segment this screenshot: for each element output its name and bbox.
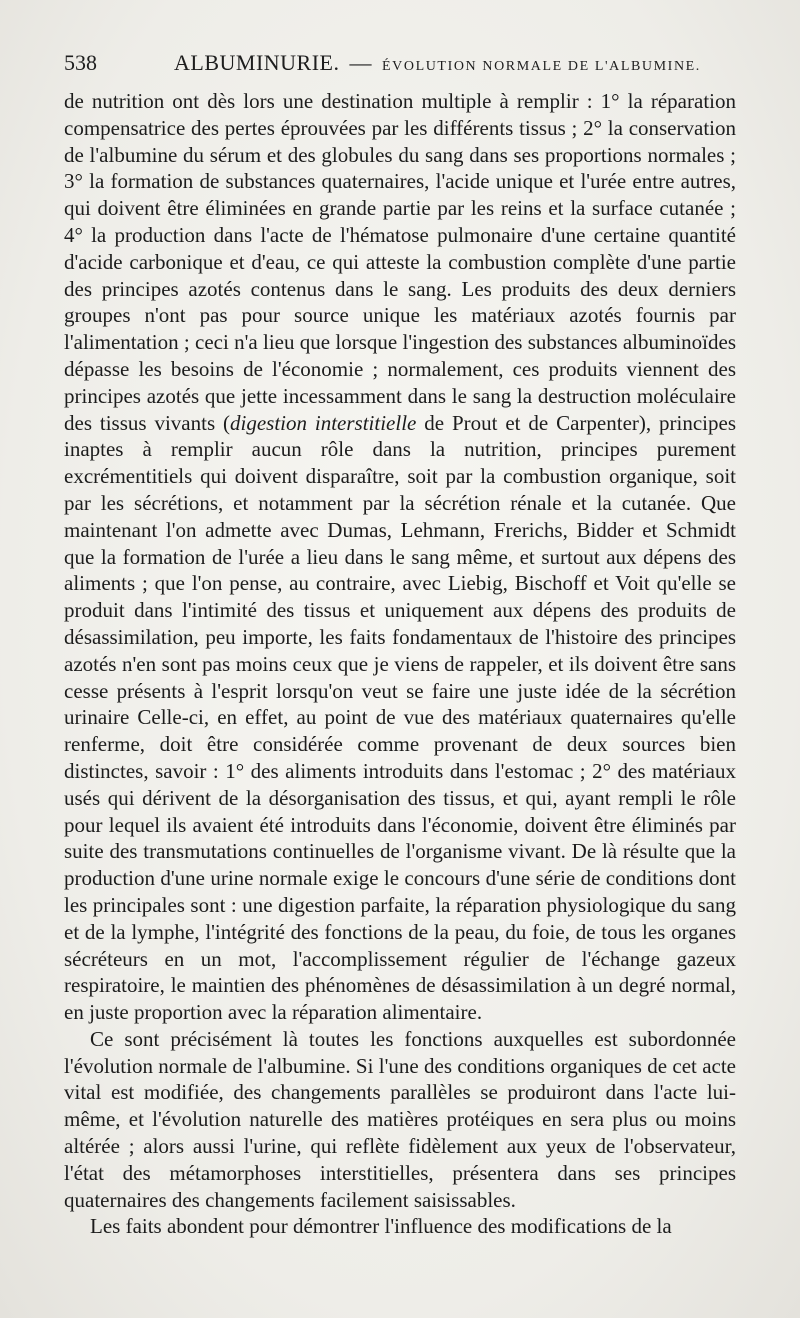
page-number: 538 [64,50,97,75]
paragraph: Ce sont précisément là toutes les fonctions auxquelles est subordonnée l'évolution normale de l'albumine. Si l'une des conditions organiques de cet acte vital est modifiée, des changements parallèles se produiront dans l'acte lui-même, et l'évolution naturelle des matières protéiques en sera plus ou moins altérée ; alors aussi l'urine, qui reflète fidèlement aux yeux de l'observateur, l'état des métamorphoses interstitielles, présentera dans ses principes quaternaires des changements facilement saisissables. [64,1026,736,1212]
paragraph-text-before-italic: de nutrition ont dès lors une destination multiple à remplir : 1° la réparation compensatrice des pertes éprouvées par les différents tissus ; 2° la conservation de l'albumine du sérum et des globules du sang dans ses proportions normales ; 3° la formation de substances quaternaires, l'acide unique et l'urée entre autres, qui doivent être éliminées en grande partie par les reins et la surface cutanée ; 4° la production dans l'acte de l'hématose pulmonaire d'une certaine quantité d'acide carbonique et d'eau, ce qui atteste la combustion complète d'une partie des principes azotés contenus dans le sang. Les produits des deux derniers groupes n'ont pas pour source unique les matériaux azotés fournis par l'alimentation ; ceci n'a lieu que lorsque l'ingestion des substances albuminoïdes dépasse les besoins de l'économie ; normalement, ces produits viennent des principes azotés que jette incessamment dans le sang la destruction moléculaire des tissus vivants ( [64,89,736,435]
italic-term: digestion interstitielle [230,410,417,435]
running-title-dash: — [349,50,372,75]
paragraph-text-after-italic: de Prout et de Carpenter), principes inaptes à remplir aucun rôle dans la nutrition, principes purement excrémentitiels qui doivent disparaître, soit par la combustion organique, soit par les sécrétions, et notamment par la sécrétion rénale et la cutanée. Que maintenant l'on admette avec Dumas, Lehmann, Frerichs, Bidder et Schmidt que la formation de l'urée a lieu dans le sang même, et surtout aux dépens des aliments ; que l'on pense, au contraire, avec Liebig, Bischoff et Voit qu'elle se produit dans l'intimité des tissus et uniquement aux dépens des produits de désassimilation, peu importe, les faits fondamentaux de l'histoire des principes azotés n'en sont pas moins ceux que je viens de rappeler, et ils doivent être sans cesse présents à l'esprit lorsqu'on veut se faire une juste idée de la sécrétion urinaire Celle-ci, en effet, au point de vue des matériaux quaternaires qu'elle renferme, doit être considérée comme provenant de deux sources bien distinctes, savoir : 1° des aliments introduits dans l'estomac ; 2° des matériaux usés qui dérivent de la désorganisation des tissus, et qui, ayant rempli le rôle pour lequel ils avaient été introduits dans l'économie, doivent être éliminés par suite des transmutations continuelles de l'organisme vivant. De là résulte que la production d'une urine normale exige le concours d'une série de conditions dont les principales sont : une digestion parfaite, la réparation physiologique du sang et de la lymphe, l'intégrité des fonctions de la peau, du foie, de tous les organes sécréteurs en un mot, l'accomplissement régulier de l'échange gazeux respiratoire, le maintien des phénomènes de désassimilation à un degré normal, en juste proportion avec la réparation alimentaire. [64,410,736,1025]
paragraph-last-line: Les faits abondent pour démontrer l'influence des modifications de la [90,1214,672,1239]
running-title-subtitle: ÉVOLUTION NORMALE DE L'ALBUMINE. [382,59,701,74]
page-header [64,50,744,80]
paragraph-continued [64,88,736,1026]
running-title [174,50,701,76]
running-title-main: ALBUMINURIE. [174,50,340,75]
body-text [64,88,736,1240]
